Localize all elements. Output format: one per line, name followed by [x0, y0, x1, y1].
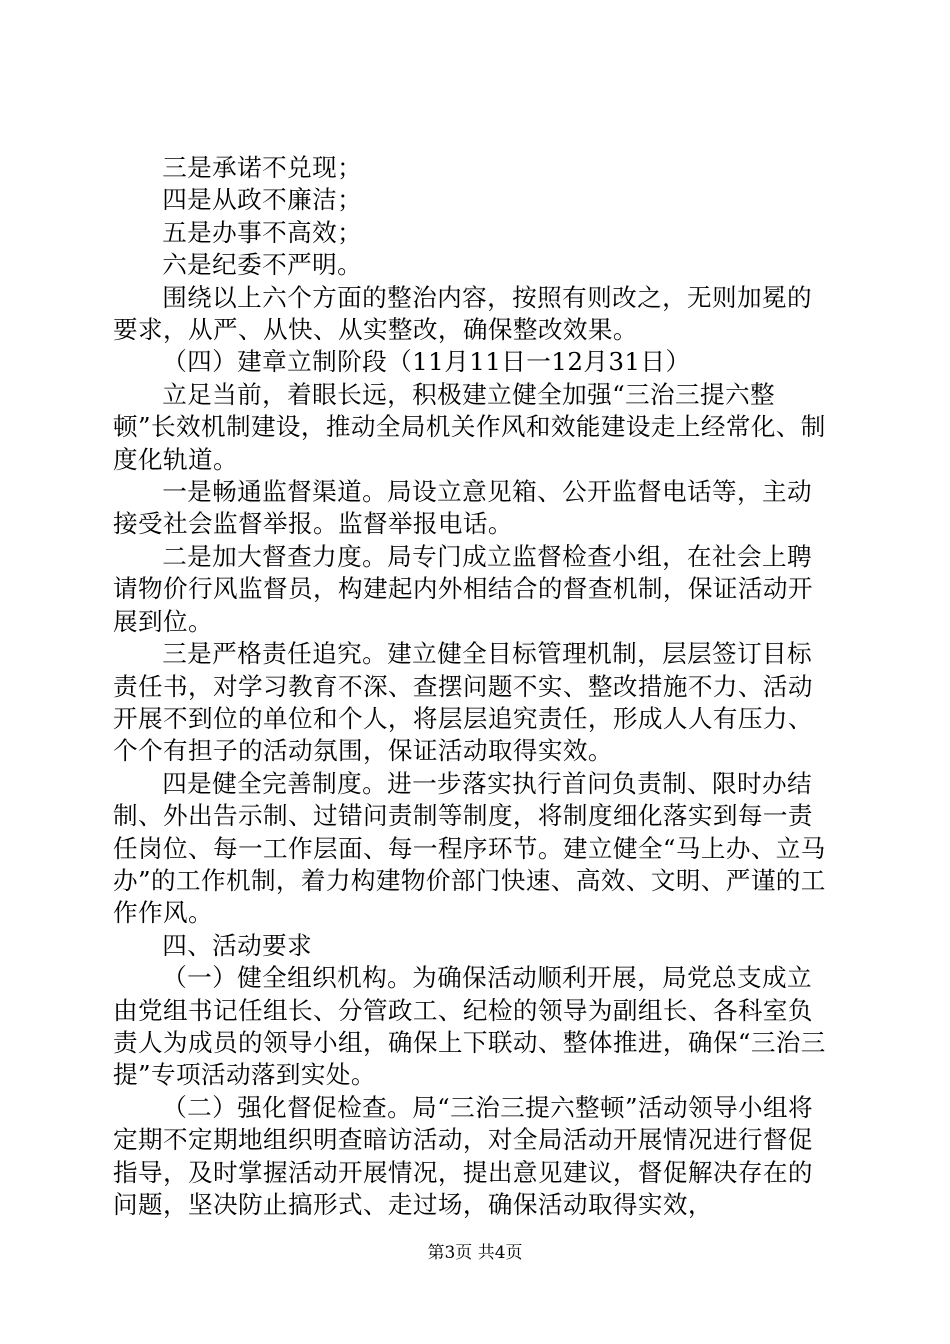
section-heading-rules-stage: （四）建章立制阶段（11月11日一12月31日） — [162, 347, 691, 377]
paragraph-supervision-check: （二）强化督促检查。局“三治三提六整顿”活动领导小组将定期不定期地组织明查暗访活动，对全局活动开展情况进行督促指导，及时掌握活动开展情况，提出意见建议，督促解决存在的问题，坚决防止搞形式、走过场，确保活动取得实效， — [113, 1092, 813, 1219]
paragraph-long-term-mechanism: 立足当前，着眼长远，积极建立健全加强“三治三提六整顿”长效机制建设，推动全局机关作风和效能建设走上经常化、制度化轨道。 — [113, 379, 826, 474]
paragraph-rectification: 围绕以上六个方面的整治内容，按照有则改之，无则加冕的要求，从严、从快、从实整改，确保整改效果。 — [113, 282, 813, 345]
paragraph-organization: （一）健全组织机构。为确保活动顺利开展，局党总支成立由党组书记任组长、分管政工、纪检的领导为副组长、各科室负责人为成员的领导小组，确保上下联动、整体推进，确保“三治三提”专项活动落到实处。 — [113, 963, 826, 1090]
section-heading-requirements: 四、活动要求 — [162, 930, 313, 960]
paragraph-inspection: 二是加大督查力度。局专门成立监督检查小组，在社会上聘请物价行风监督员，构建起内外相结合的督查机制，保证活动开展到位。 — [113, 541, 813, 636]
paragraph-accountability: 三是严格责任追究。建立健全目标管理机制，层层签订目标责任书，对学习教育不深、查摆问题不实、整改措施不力、活动开展不到位的单位和个人，将层层追究责任，形成人人有压力、个个有担子的活动氛围，保证活动取得实效。 — [113, 639, 813, 766]
paragraph-efficiency: 五是办事不高效； — [162, 217, 363, 247]
paragraph-supervision-channels: 一是畅通监督渠道。局设立意见箱、公开监督电话等，主动接受社会监督举报。监督举报电话。 — [113, 477, 813, 539]
document-body — [113, 152, 837, 1221]
paragraph-commitment: 三是承诺不兑现； — [162, 153, 363, 182]
paragraph-systems: 四是健全完善制度。进一步落实执行首问负责制、限时办结制、外出告示制、过错问责制等制度，将制度细化落实到每一责任岗位、每一工作层面、每一程序环节。建立健全“马上办、立马办”的工作机制，着力构建物价部门快速、高效、文明、严谨的工作作风。 — [113, 768, 826, 928]
paragraph-discipline: 六是纪委不严明。 — [162, 250, 363, 280]
paragraph-integrity: 四是从政不廉洁； — [162, 185, 363, 215]
page-number-footer: 第3页 共4页 — [427, 1243, 523, 1263]
